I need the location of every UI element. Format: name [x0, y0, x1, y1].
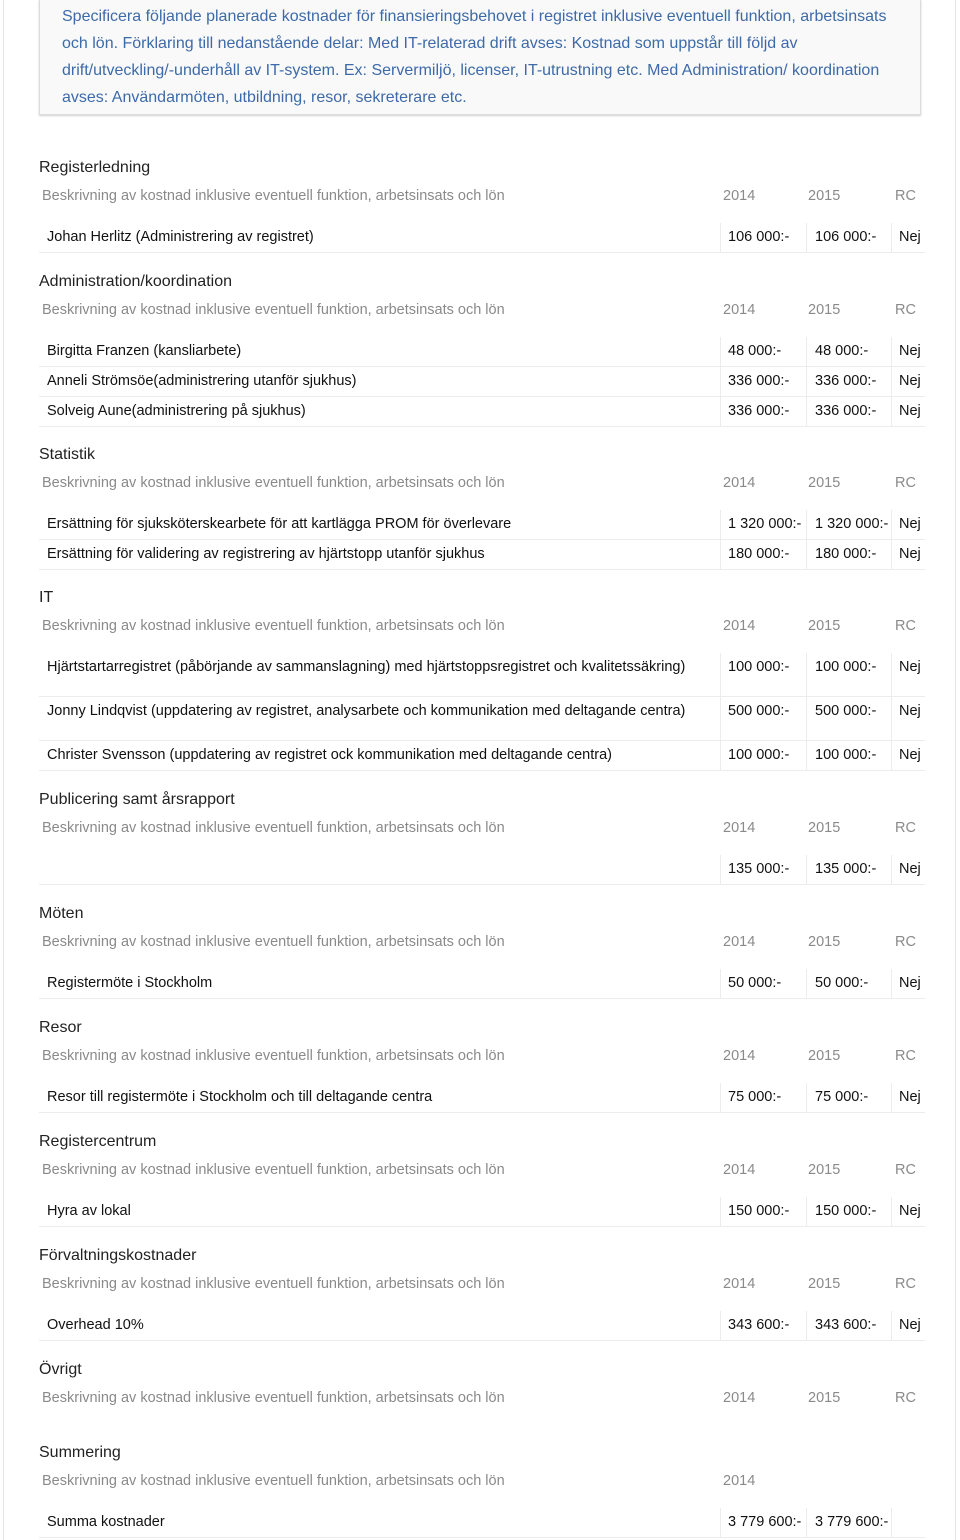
column-header-rc: RC	[895, 1390, 916, 1406]
column-header-description: Beskrivning av kostnad inklusive eventuell funktion, arbetsinsats och lön	[42, 1048, 505, 1064]
cell-divider	[806, 741, 807, 770]
cell-rc: Nej	[899, 516, 921, 532]
cell-divider	[806, 855, 807, 884]
cell-divider	[720, 1083, 721, 1112]
table-row	[39, 337, 925, 367]
section-title: IT	[39, 589, 54, 606]
column-header-2015: 2015	[808, 302, 841, 318]
column-header-row	[39, 1042, 925, 1070]
column-header-2014: 2014	[723, 820, 756, 836]
column-header-rc: RC	[895, 1048, 916, 1064]
column-header-description: Beskrivning av kostnad inklusive eventuell funktion, arbetsinsats och lön	[42, 475, 505, 491]
table-row	[39, 653, 925, 697]
cell-description: Jonny Lindqvist (uppdatering av registret, analysarbete och kommunikation med deltagande centra)	[47, 703, 686, 719]
cell-2015: 100 000:-	[815, 747, 877, 763]
cell-2014: 100 000:-	[728, 747, 790, 763]
cell-rc: Nej	[899, 703, 921, 719]
column-header-row	[39, 1467, 925, 1495]
section-title: Summering	[39, 1444, 121, 1461]
row-spacer	[39, 956, 925, 969]
cell-divider	[720, 510, 721, 539]
cell-2015: 75 000:-	[815, 1089, 869, 1105]
row-spacer	[39, 1495, 925, 1508]
cell-rc: Nej	[899, 403, 921, 419]
cell-divider	[891, 1083, 892, 1112]
cell-2015: 500 000:-	[815, 703, 877, 719]
cell-2015: 3 779 600:-	[815, 1514, 889, 1530]
cell-2015: 106 000:-	[815, 229, 877, 245]
table-row	[39, 510, 925, 540]
cell-divider	[720, 653, 721, 696]
cell-2015: 336 000:-	[815, 373, 877, 389]
cell-description: Registermöte i Stockholm	[47, 975, 213, 991]
cost-section	[39, 441, 925, 570]
cell-divider	[720, 969, 721, 998]
table-row	[39, 223, 925, 253]
row-spacer	[39, 1298, 925, 1311]
table-row	[39, 397, 925, 427]
cost-section	[39, 1014, 925, 1113]
cell-divider	[891, 741, 892, 770]
cell-2015: 336 000:-	[815, 403, 877, 419]
section-title: Registercentrum	[39, 1133, 157, 1150]
cell-2014: 343 600:-	[728, 1317, 790, 1333]
cell-divider	[720, 367, 721, 396]
column-header-description: Beskrivning av kostnad inklusive eventuell funktion, arbetsinsats och lön	[42, 618, 505, 634]
cell-2014: 180 000:-	[728, 546, 790, 562]
cell-2015: 1 320 000:-	[815, 516, 889, 532]
table-row	[39, 855, 925, 885]
row-spacer	[39, 497, 925, 510]
cell-divider	[891, 223, 892, 252]
cost-section	[39, 1439, 925, 1538]
column-header-2015: 2015	[808, 820, 841, 836]
cell-divider	[806, 337, 807, 366]
cell-divider	[720, 855, 721, 884]
row-spacer	[39, 1070, 925, 1083]
cell-divider	[720, 1311, 721, 1340]
cell-rc: Nej	[899, 1317, 921, 1333]
column-header-rc: RC	[895, 1162, 916, 1178]
cell-divider	[806, 223, 807, 252]
cell-divider	[720, 223, 721, 252]
cell-2014: 100 000:-	[728, 659, 790, 675]
cell-divider	[806, 1508, 807, 1537]
cell-description: Birgitta Franzen (kansliarbete)	[47, 343, 242, 359]
row-spacer	[39, 842, 925, 855]
cell-divider	[806, 397, 807, 426]
column-header-row	[39, 928, 925, 956]
column-header-2014: 2014	[723, 188, 756, 204]
column-header-row	[39, 182, 925, 210]
column-header-2014: 2014	[723, 618, 756, 634]
cost-section	[39, 1242, 925, 1341]
cell-divider	[806, 1311, 807, 1340]
cell-2015: 50 000:-	[815, 975, 869, 991]
cell-divider	[806, 540, 807, 569]
cost-section	[39, 584, 925, 771]
page-right-border	[955, 0, 956, 1540]
table-row	[39, 1083, 925, 1113]
cell-divider	[891, 653, 892, 696]
table-row	[39, 540, 925, 570]
cell-divider	[806, 1197, 807, 1226]
cell-divider	[806, 969, 807, 998]
column-header-2014: 2014	[723, 1162, 756, 1178]
cell-rc: Nej	[899, 343, 921, 359]
column-header-2015: 2015	[808, 1048, 841, 1064]
cell-description: Ersättning för validering av registrering av hjärtstopp utanför sjukhus	[47, 546, 485, 562]
cell-2014: 1 320 000:-	[728, 516, 802, 532]
table-row	[39, 741, 925, 771]
cell-2014: 500 000:-	[728, 703, 790, 719]
cell-divider	[891, 367, 892, 396]
column-header-rc: RC	[895, 302, 916, 318]
table-row	[39, 1197, 925, 1227]
column-header-description: Beskrivning av kostnad inklusive eventuell funktion, arbetsinsats och lön	[42, 820, 505, 836]
cell-divider	[891, 397, 892, 426]
cell-description: Anneli Strömsöe(administrering utanför sjukhus)	[47, 373, 357, 389]
column-header-description: Beskrivning av kostnad inklusive eventuell funktion, arbetsinsats och lön	[42, 302, 505, 318]
cell-description: Christer Svensson (uppdatering av registret ock kommunikation med deltagande centra)	[47, 747, 612, 763]
cost-section	[39, 786, 925, 885]
cell-2014: 336 000:-	[728, 373, 790, 389]
cell-2014: 106 000:-	[728, 229, 790, 245]
cell-2014: 150 000:-	[728, 1203, 790, 1219]
cell-rc: Nej	[899, 229, 921, 245]
cell-2014: 3 779 600:-	[728, 1514, 802, 1530]
column-header-description: Beskrivning av kostnad inklusive eventuell funktion, arbetsinsats och lön	[42, 1276, 505, 1292]
cost-section	[39, 154, 925, 253]
cell-2015: 343 600:-	[815, 1317, 877, 1333]
cell-divider	[891, 697, 892, 740]
cell-divider	[720, 697, 721, 740]
section-title: Möten	[39, 905, 84, 922]
cell-description: Overhead 10%	[47, 1317, 144, 1333]
cost-section	[39, 1128, 925, 1227]
table-row	[39, 1311, 925, 1341]
cell-rc: Nej	[899, 975, 921, 991]
column-header-row	[39, 814, 925, 842]
cell-divider	[891, 1311, 892, 1340]
cell-divider	[720, 337, 721, 366]
cell-description: Hyra av lokal	[47, 1203, 131, 1219]
table-row	[39, 1508, 925, 1538]
cell-rc: Nej	[899, 1203, 921, 1219]
cell-divider	[720, 1508, 721, 1537]
column-header-2015: 2015	[808, 188, 841, 204]
column-header-row	[39, 296, 925, 324]
cell-rc: Nej	[899, 546, 921, 562]
column-header-row	[39, 469, 925, 497]
cell-divider	[720, 397, 721, 426]
cell-2014: 75 000:-	[728, 1089, 782, 1105]
column-header-row	[39, 612, 925, 640]
column-header-rc: RC	[895, 820, 916, 836]
cell-divider	[806, 510, 807, 539]
column-header-2015: 2015	[808, 1390, 841, 1406]
column-header-2014: 2014	[723, 1390, 756, 1406]
column-header-row	[39, 1384, 925, 1412]
column-header-description: Beskrivning av kostnad inklusive eventuell funktion, arbetsinsats och lön	[42, 1162, 505, 1178]
column-header-description: Beskrivning av kostnad inklusive eventuell funktion, arbetsinsats och lön	[42, 188, 505, 204]
cell-rc: Nej	[899, 747, 921, 763]
cell-description: Summa kostnader	[47, 1514, 165, 1530]
cell-rc: Nej	[899, 659, 921, 675]
cell-rc: Nej	[899, 861, 921, 877]
column-header-2014: 2014	[723, 475, 756, 491]
row-spacer	[39, 1184, 925, 1197]
cell-divider	[891, 969, 892, 998]
page-left-border	[3, 0, 4, 1540]
cell-divider	[891, 1508, 892, 1537]
cell-divider	[891, 855, 892, 884]
cell-divider	[720, 540, 721, 569]
cost-section	[39, 1356, 925, 1412]
column-header-2015: 2015	[808, 1276, 841, 1292]
cell-divider	[806, 367, 807, 396]
cell-divider	[806, 1083, 807, 1112]
cell-2015: 150 000:-	[815, 1203, 877, 1219]
intro-panel	[39, 0, 921, 115]
column-header-2015: 2015	[808, 934, 841, 950]
cell-rc: Nej	[899, 373, 921, 389]
cell-divider	[891, 1197, 892, 1226]
cell-divider	[891, 540, 892, 569]
section-title: Publicering samt årsrapport	[39, 791, 235, 808]
cell-2014: 336 000:-	[728, 403, 790, 419]
column-header-rc: RC	[895, 475, 916, 491]
cell-divider	[806, 697, 807, 740]
cell-description: Johan Herlitz (Administrering av registret)	[47, 229, 314, 245]
cell-2014: 48 000:-	[728, 343, 782, 359]
cell-divider	[891, 337, 892, 366]
column-header-description: Beskrivning av kostnad inklusive eventuell funktion, arbetsinsats och lön	[42, 934, 505, 950]
cell-description: Solveig Aune(administrering på sjukhus)	[47, 403, 306, 419]
cell-2015: 48 000:-	[815, 343, 869, 359]
column-header-rc: RC	[895, 934, 916, 950]
section-title: Administration/koordination	[39, 273, 232, 290]
cell-divider	[891, 510, 892, 539]
column-header-2014: 2014	[723, 934, 756, 950]
table-row	[39, 367, 925, 397]
column-header-2014: 2014	[723, 302, 756, 318]
cell-2015: 180 000:-	[815, 546, 877, 562]
cell-description: Ersättning för sjuksköterskearbete för att kartlägga PROM för överlevare	[47, 516, 512, 532]
cell-description: Hjärtstartarregistret (påbörjande av sammanslagning) med hjärtstoppsregistret och kvalitetssäkring)	[47, 659, 686, 675]
cost-section	[39, 900, 925, 999]
column-header-2015: 2015	[808, 475, 841, 491]
cell-2014: 50 000:-	[728, 975, 782, 991]
column-header-2014: 2014	[723, 1473, 756, 1489]
column-header-description: Beskrivning av kostnad inklusive eventuell funktion, arbetsinsats och lön	[42, 1473, 505, 1489]
column-header-row	[39, 1270, 925, 1298]
cell-2014: 135 000:-	[728, 861, 790, 877]
intro-text: Specificera följande planerade kostnader för finansieringsbehovet i registret inklusive eventuell funktion, arbetsinsats och lön. Förklaring till nedanstående delar: Med IT-relaterad drift avses: Kostnad som uppstår till följd av drift/utveckling/-underhåll av IT-system. Ex: Servermiljö, licenser, IT-utrustning etc. Med Administration/ koordination avses: Användarmöten, utbildning, resor, sekreterare etc.	[62, 8, 887, 106]
row-spacer	[39, 210, 925, 223]
table-row	[39, 969, 925, 999]
cell-divider	[720, 741, 721, 770]
column-header-rc: RC	[895, 188, 916, 204]
section-title: Registerledning	[39, 159, 151, 176]
row-spacer	[39, 324, 925, 337]
cell-2015: 135 000:-	[815, 861, 877, 877]
column-header-2015: 2015	[808, 618, 841, 634]
column-header-row	[39, 1156, 925, 1184]
cell-divider	[720, 1197, 721, 1226]
column-header-rc: RC	[895, 1276, 916, 1292]
column-header-2015: 2015	[808, 1162, 841, 1178]
section-title: Statistik	[39, 446, 96, 463]
section-title: Resor	[39, 1019, 82, 1036]
cell-rc: Nej	[899, 1089, 921, 1105]
column-header-rc: RC	[895, 618, 916, 634]
column-header-description: Beskrivning av kostnad inklusive eventuell funktion, arbetsinsats och lön	[42, 1390, 505, 1406]
row-spacer	[39, 640, 925, 653]
cell-2015: 100 000:-	[815, 659, 877, 675]
section-title: Förvaltningskostnader	[39, 1247, 197, 1264]
column-header-2014: 2014	[723, 1048, 756, 1064]
cell-description: Resor till registermöte i Stockholm och till deltagande centra	[47, 1089, 433, 1105]
section-title: Övrigt	[39, 1361, 82, 1378]
table-row	[39, 697, 925, 741]
column-header-2014: 2014	[723, 1276, 756, 1292]
cost-section	[39, 268, 925, 427]
cell-divider	[806, 653, 807, 696]
